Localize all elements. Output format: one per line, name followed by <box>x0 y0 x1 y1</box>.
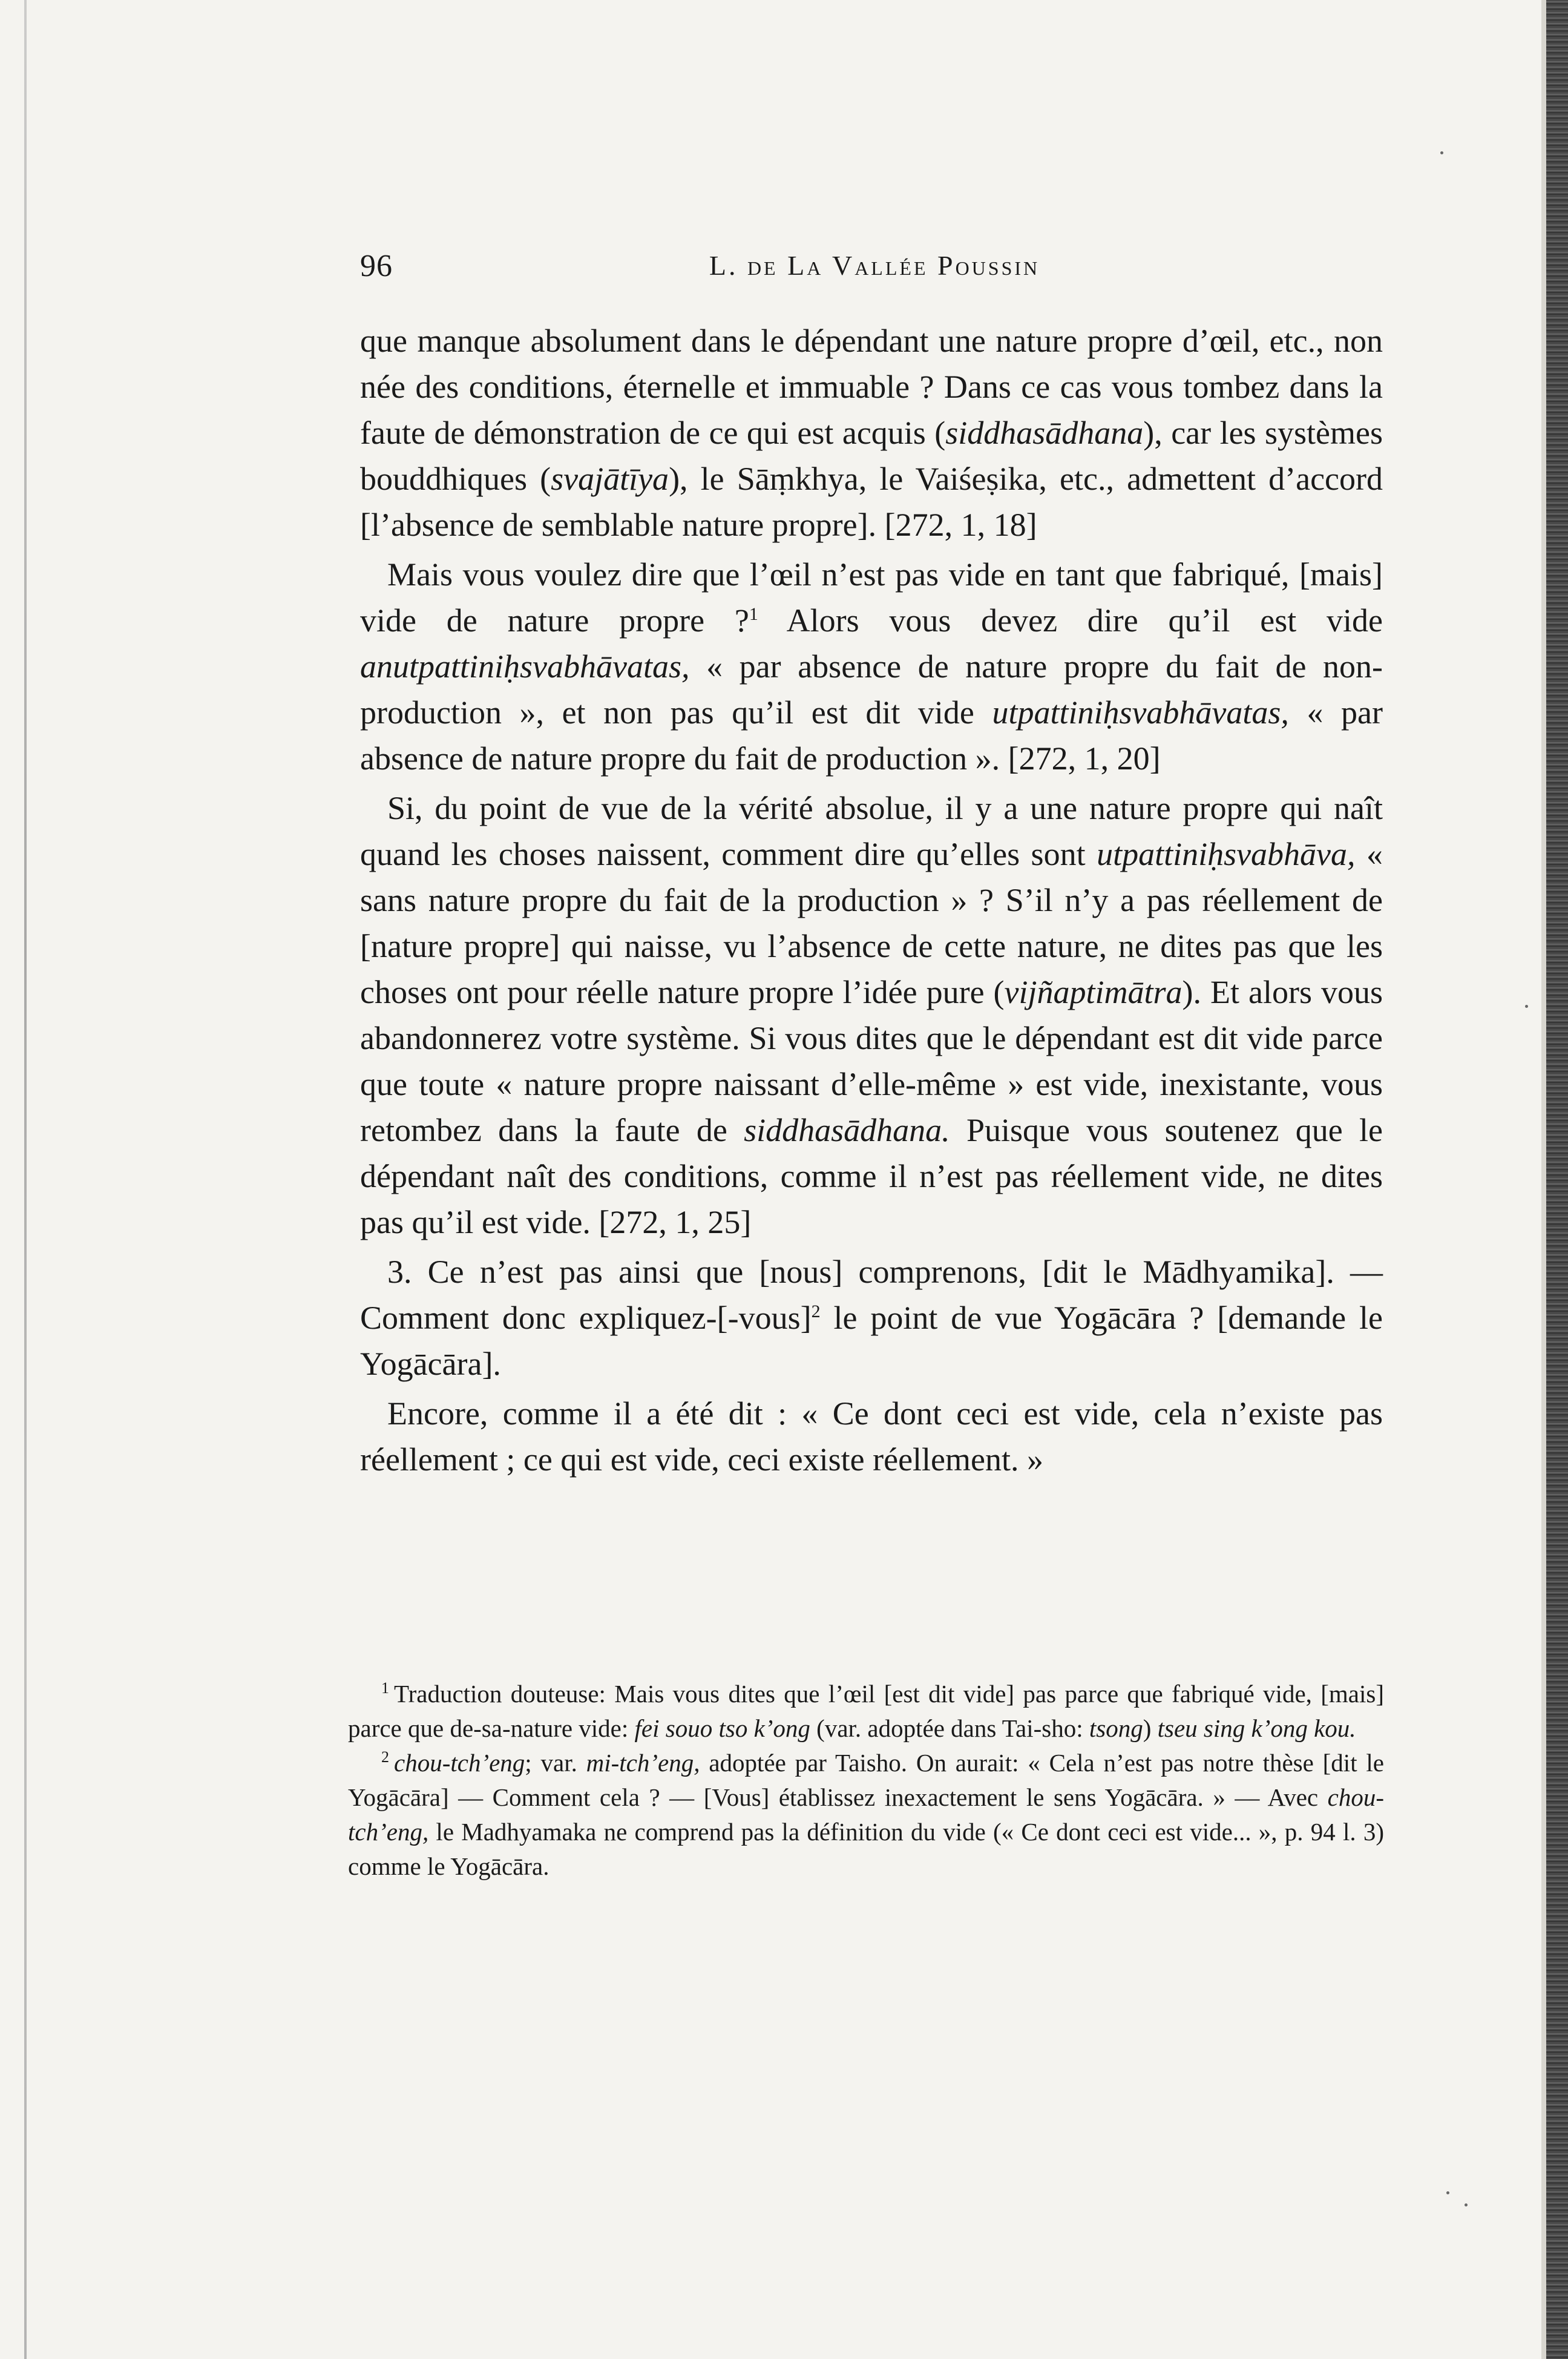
italic-term: svajātīya <box>551 461 669 497</box>
italic-term: tsong <box>1089 1714 1143 1742</box>
text-span: (var. adoptée dans Tai-sho: <box>810 1714 1089 1742</box>
paragraph-4 <box>360 1249 1383 1387</box>
page-number: 96 <box>360 249 393 283</box>
text-span: le Madhyamaka ne comprend pas la définition du vide (« Ce dont ceci est vide... », p. 94 l. 3) comme le Yogācāra. <box>348 1818 1384 1880</box>
text-span: ; var. <box>525 1749 586 1777</box>
italic-term: fei souo tso k’ong <box>634 1714 810 1742</box>
running-title: L. de La Vallée Poussin <box>709 250 1040 281</box>
page-edge-shadow <box>1541 0 1546 2359</box>
footnote-1 <box>348 1677 1384 1746</box>
text-span: ), car les systèmes bouddhiques ( <box>360 415 1383 497</box>
footnote-ref-1[interactable]: 1 <box>749 604 758 624</box>
text-span: adoptée par Taisho. On aurait: « Cela n’est pas notre thèse [dit le Yogācāra] — Comment cela ? — [Vous] établissez inexactement le sens Yogācāra. » — Avec <box>348 1749 1384 1811</box>
paragraph-2 <box>360 551 1383 781</box>
footnote-ref-2[interactable]: 2 <box>811 1301 821 1321</box>
paragraph-1 <box>360 318 1383 548</box>
italic-term: siddhasādhana. <box>744 1112 950 1148</box>
italic-term: mi-tch’eng, <box>586 1749 700 1777</box>
footnote-marker: 1 <box>381 1679 389 1697</box>
italic-term: utpattiniḥsvabhāva, <box>1097 836 1356 872</box>
scan-speck <box>1525 1005 1528 1008</box>
text-span: « sans nature propre du fait de la production » ? S’il n’y a pas réellement de [nature propre] qui naisse, vu l’absence de cette nature, ne dites pas que les choses ont pour réelle nature propre l’idée pure ( <box>360 836 1383 1010</box>
text-span: ) <box>1143 1714 1158 1742</box>
text-span: que manque absolument dans le dépendant une nature propre d’œil, etc., non née des conditions, éternelle et immuable ? Dans ce cas vous tombez dans la faute de démonstration de ce qui est acquis ( <box>360 323 1383 451</box>
page-edge-right <box>1546 0 1568 2359</box>
paragraph-3 <box>360 785 1383 1245</box>
italic-term: utpattiniḥsvabhāvatas, <box>992 694 1289 731</box>
italic-term: siddhasādhana <box>945 415 1144 451</box>
text-span: Mais vous voulez dire que l’œil n’est pas vide en tant que fabriqué, [mais] vide de nature propre ? <box>360 556 1383 639</box>
paragraph-5 <box>360 1390 1383 1482</box>
page-header <box>360 248 1389 297</box>
text-span: Traduction douteuse: Mais vous dites que l’œil [est dit vide] pas parce que fabriqué vide, [mais] parce que de-sa-nature vide: <box>348 1680 1384 1742</box>
text-span: le point de vue Yogācāra ? [demande le Yogācāra]. <box>360 1300 1383 1382</box>
footnotes <box>348 1677 1384 1884</box>
text-span: « par absence de nature propre du fait de non-production », et non pas qu’il est dit vide <box>360 648 1383 731</box>
footnote-2 <box>348 1746 1384 1884</box>
italic-term: anutpattiniḥsvabhāvatas, <box>360 648 690 685</box>
footnote-marker: 2 <box>381 1748 389 1766</box>
text-span: 3. Ce n’est pas ainsi que [nous] comprenons, [dit le Mādhyamika]. — Comment donc expliquez-[-vous] <box>360 1254 1383 1336</box>
text-span: Si, du point de vue de la vérité absolue, il y a une nature propre qui naît quand les choses naissent, comment dire qu’elles sont <box>360 790 1383 872</box>
text-span: « par absence de nature propre du fait de production ». [272, 1, 20] <box>360 694 1383 777</box>
page-edge-left <box>24 0 27 2359</box>
text-span: Encore, comme il a été dit : « Ce dont ceci est vide, cela n’existe pas réellement ; ce qui est vide, ceci existe réellement. » <box>360 1395 1383 1478</box>
text-span: Alors vous devez dire qu’il est vide <box>758 602 1383 639</box>
italic-term: tseu sing k’ong kou. <box>1157 1714 1356 1742</box>
italic-term: chou-tch’eng, <box>348 1783 1384 1846</box>
scan-speck <box>1446 2191 1449 2194</box>
scan-speck <box>1465 2203 1468 2206</box>
text-span: ). Et alors vous abandonnerez votre système. Si vous dites que le dépendant est dit vide parce que toute « nature propre naissant d’elle-même » est vide, inexistante, vous retombez dans la faute de <box>360 974 1383 1148</box>
italic-term: chou-tch’eng <box>394 1749 525 1777</box>
text-span: Puisque vous soutenez que le dépendant naît des conditions, comme il n’est pas réellement vide, ne dites pas qu’il est vide. [272, 1, 25] <box>360 1112 1383 1240</box>
main-text <box>360 318 1383 1486</box>
italic-term: vijñaptimātra <box>1004 974 1183 1010</box>
text-span: ), le Sāṃkhya, le Vaiśeṣika, etc., admettent d’accord [l’absence de semblable nature propre]. [272, 1, 18] <box>360 461 1383 543</box>
scan-speck <box>1440 151 1443 154</box>
